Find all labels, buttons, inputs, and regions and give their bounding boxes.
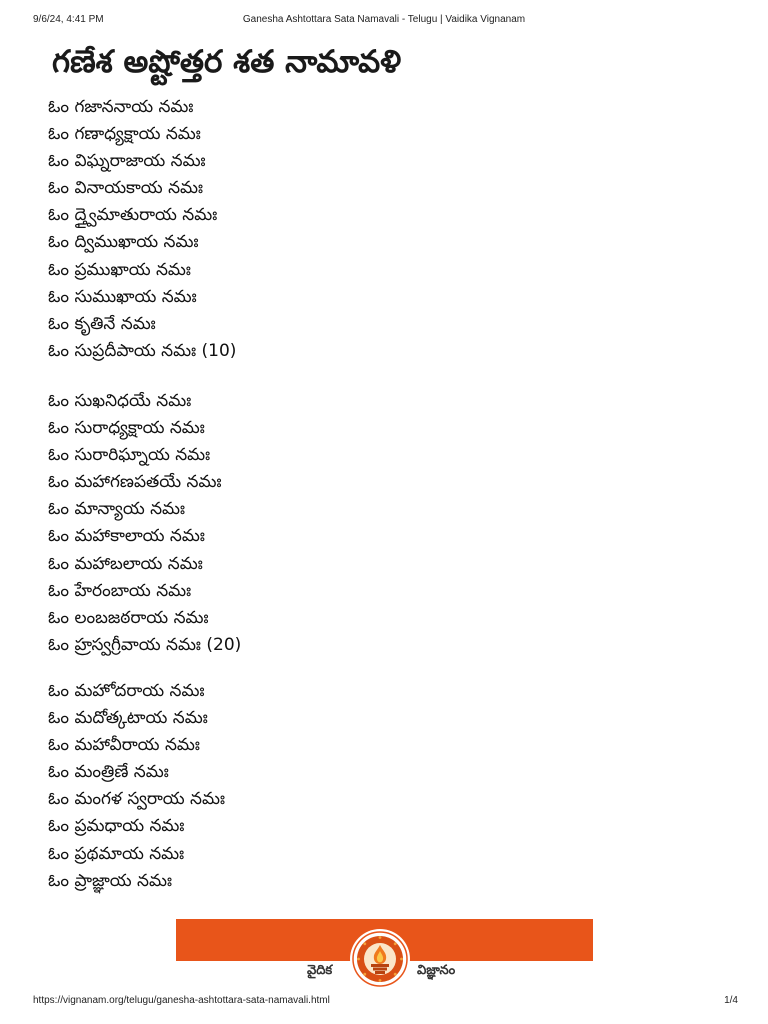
list-item: ఓం సుముఖాయ నమః	[48, 286, 197, 307]
page-title: గణేశ అష్టోత్తర శత నామావళి	[52, 44, 402, 80]
brand-name-left: వైదిక	[307, 963, 333, 978]
list-item: ఓం సుఖనిధయే నమః	[48, 391, 192, 411]
list-item: ఓం హ్రస్వగ్రీవాయ నమః (20)	[48, 634, 242, 655]
list-item: ఓం సురాధ్యక్షాయ నమః	[48, 418, 205, 439]
list-item: ఓం మాన్యాయ నమః	[48, 499, 186, 520]
list-item: ఓం మహాకాలాయ నమః	[48, 526, 205, 547]
print-footer	[0, 995, 768, 1009]
vaidika-vignanam-logo[interactable]	[350, 929, 410, 989]
list-item: ఓం కృతినే నమః	[48, 313, 156, 334]
print-header	[0, 14, 768, 28]
verse-group-3	[48, 678, 225, 895]
list-item: ఓం ప్రాజ్ఞాయ నమః	[48, 870, 172, 891]
list-item: ఓం మదోత్కటాయ నమః	[48, 708, 208, 729]
list-item: ఓం ప్రముఖాయ నమః	[48, 259, 191, 280]
vaidika-vignanam-banner[interactable]	[176, 919, 593, 991]
list-item: ఓం మంగళ స్వరాయ నమః	[48, 789, 226, 810]
list-item: ఓం ద్త్వైమాతురాయ నమః	[48, 205, 218, 226]
verse-group-1	[48, 94, 236, 365]
page-number: 1/4	[724, 995, 738, 1006]
verse-group-2	[48, 388, 241, 659]
list-item: ఓం మంత్రిణే నమః	[48, 762, 169, 783]
print-date: 9/6/24, 4:41 PM	[33, 14, 104, 25]
list-item: ఓం విఘ్నరాజాయ నమః	[48, 151, 206, 172]
print-title: Ganesha Ashtottara Sata Namavali - Telugu | Vaidika Vignanam	[242, 14, 526, 25]
list-item: ఓం సుప్రదీపాయ నమః (10)	[48, 340, 237, 361]
list-item: ఓం ద్విముఖాయ నమః	[48, 232, 199, 253]
list-item: ఓం మహాగణపతయే నమః	[48, 472, 222, 493]
list-item: ఓం వినాయకాయ నమః	[48, 178, 204, 199]
list-item: ఓం ప్రథమాయ నమః	[48, 843, 185, 864]
list-item: ఓం గణాధ్యక్షాయ నమః	[48, 124, 201, 145]
list-item: ఓం మహావీరాయ నమః	[48, 735, 200, 756]
list-item: ఓం మహోదరాయ నమః	[48, 681, 205, 701]
list-item: ఓం లంబజఠరాయ నమః	[48, 607, 209, 628]
list-item: ఓం హేరంబాయ నమః	[48, 580, 192, 601]
sacred-fire-icon	[352, 931, 408, 987]
list-item: ఓం సురారిఘ్నాయ నమః	[48, 445, 211, 466]
list-item: ఓం గజాననాయ నమః	[48, 97, 194, 117]
list-item: ఓం ప్రమధాయ నమః	[48, 816, 185, 837]
list-item: ఓం మహాబలాయ నమః	[48, 553, 203, 574]
brand-name-right: విజ్ఞానం	[417, 963, 456, 978]
page-url: https://vignanam.org/telugu/ganesha-ashtottara-sata-namavali.html	[33, 995, 330, 1006]
